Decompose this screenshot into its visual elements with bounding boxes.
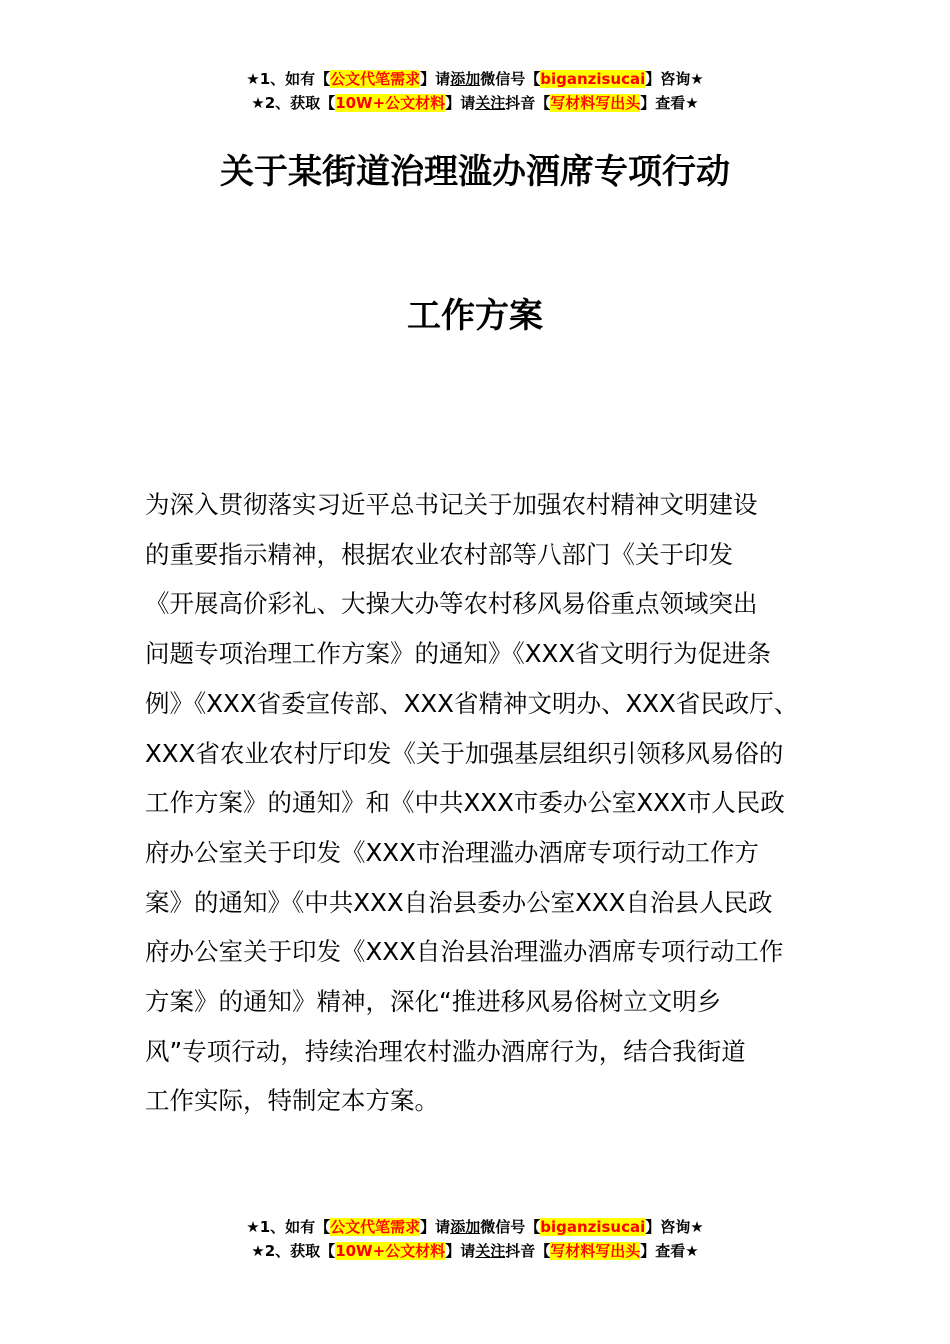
- document-subtitle: 工作方案: [407, 296, 543, 336]
- wechat-id-highlight: biganzisucai: [540, 1218, 646, 1236]
- body-line: 问题专项治理工作方案》的通知》《XXX省文明行为促进条: [145, 639, 772, 669]
- banner-line1-suffix: 】咨询★: [645, 70, 704, 88]
- douyin-id-highlight: 写材料写出头: [550, 94, 641, 112]
- banner-line1-prefix: ★1、如有【: [246, 70, 331, 88]
- material-highlight: 10W+公文材料: [335, 1242, 446, 1260]
- banner-line1-prefix: ★1、如有【: [246, 1218, 331, 1236]
- douyin-id-highlight: 写材料写出头: [550, 1242, 641, 1260]
- body-paragraph: [145, 480, 825, 1126]
- banner-line2-suffix: 】查看★: [640, 94, 699, 112]
- add-text: 添加: [450, 1218, 481, 1236]
- banner-line1-mid2: 微信号【: [480, 1218, 541, 1236]
- body-line: 方案》的通知》精神，深化“推进移风易俗树立文明乡: [145, 987, 722, 1017]
- add-text: 添加: [450, 70, 481, 88]
- banner-line2-mid1: 】请: [445, 1242, 476, 1260]
- body-line: 府办公室关于印发《XXX自治县治理滥办酒席专项行动工作: [145, 937, 784, 967]
- body-line: 为深入贯彻落实习近平总书记关于加强农村精神文明建设: [145, 490, 758, 519]
- header-banner: [0, 67, 950, 115]
- body-line: 案》的通知》《中共XXX自治县委办公室XXX自治县人民政: [145, 887, 773, 917]
- document-title: 关于某街道治理滥办酒席专项行动: [220, 152, 730, 192]
- follow-text: 关注: [475, 1242, 506, 1260]
- body-line: XXX省农业农村厅印发《关于加强基层组织引领移风易俗的: [145, 738, 784, 768]
- body-line: 工作方案》的通知》和《中共XXX市委办公室XXX市人民政: [145, 788, 785, 818]
- banner-line2-prefix: ★2、获取【: [251, 1242, 336, 1260]
- banner-line1-mid1: 】请: [420, 70, 451, 88]
- banner-line2-mid2: 抖音【: [505, 1242, 551, 1260]
- banner-line2-mid2: 抖音【: [505, 94, 551, 112]
- banner-line-1: [0, 67, 950, 91]
- body-line: 工作实际，特制定本方案。: [145, 1086, 439, 1116]
- banner-line-2: [0, 91, 950, 115]
- wechat-id-highlight: biganzisucai: [540, 70, 646, 88]
- footer-banner: [0, 1215, 950, 1263]
- material-highlight: 10W+公文材料: [335, 94, 446, 112]
- banner-line1-suffix: 】咨询★: [645, 1218, 704, 1236]
- banner-line2-suffix: 】查看★: [640, 1242, 699, 1260]
- banner-line2-prefix: ★2、获取【: [251, 94, 336, 112]
- body-line: 府办公室关于印发《XXX市治理滥办酒席专项行动工作方: [145, 837, 759, 867]
- service-highlight: 公文代笔需求: [330, 1218, 421, 1236]
- service-highlight: 公文代笔需求: [330, 70, 421, 88]
- banner-line-1: [0, 1215, 950, 1239]
- banner-line1-mid1: 】请: [420, 1218, 451, 1236]
- body-line: 例》《XXX省委宣传部、XXX省精神文明办、XXX省民政厅、: [145, 688, 799, 718]
- body-line: 《开展高价彩礼、大操大办等农村移风易俗重点领域突出: [145, 589, 758, 619]
- banner-line1-mid2: 微信号【: [480, 70, 541, 88]
- body-line: 风”专项行动，持续治理农村滥办酒席行为，结合我街道: [145, 1036, 746, 1066]
- banner-line2-mid1: 】请: [445, 94, 476, 112]
- body-line: 的重要指示精神，根据农业农村部等八部门《关于印发: [145, 539, 733, 569]
- banner-line-2: [0, 1239, 950, 1263]
- follow-text: 关注: [475, 94, 506, 112]
